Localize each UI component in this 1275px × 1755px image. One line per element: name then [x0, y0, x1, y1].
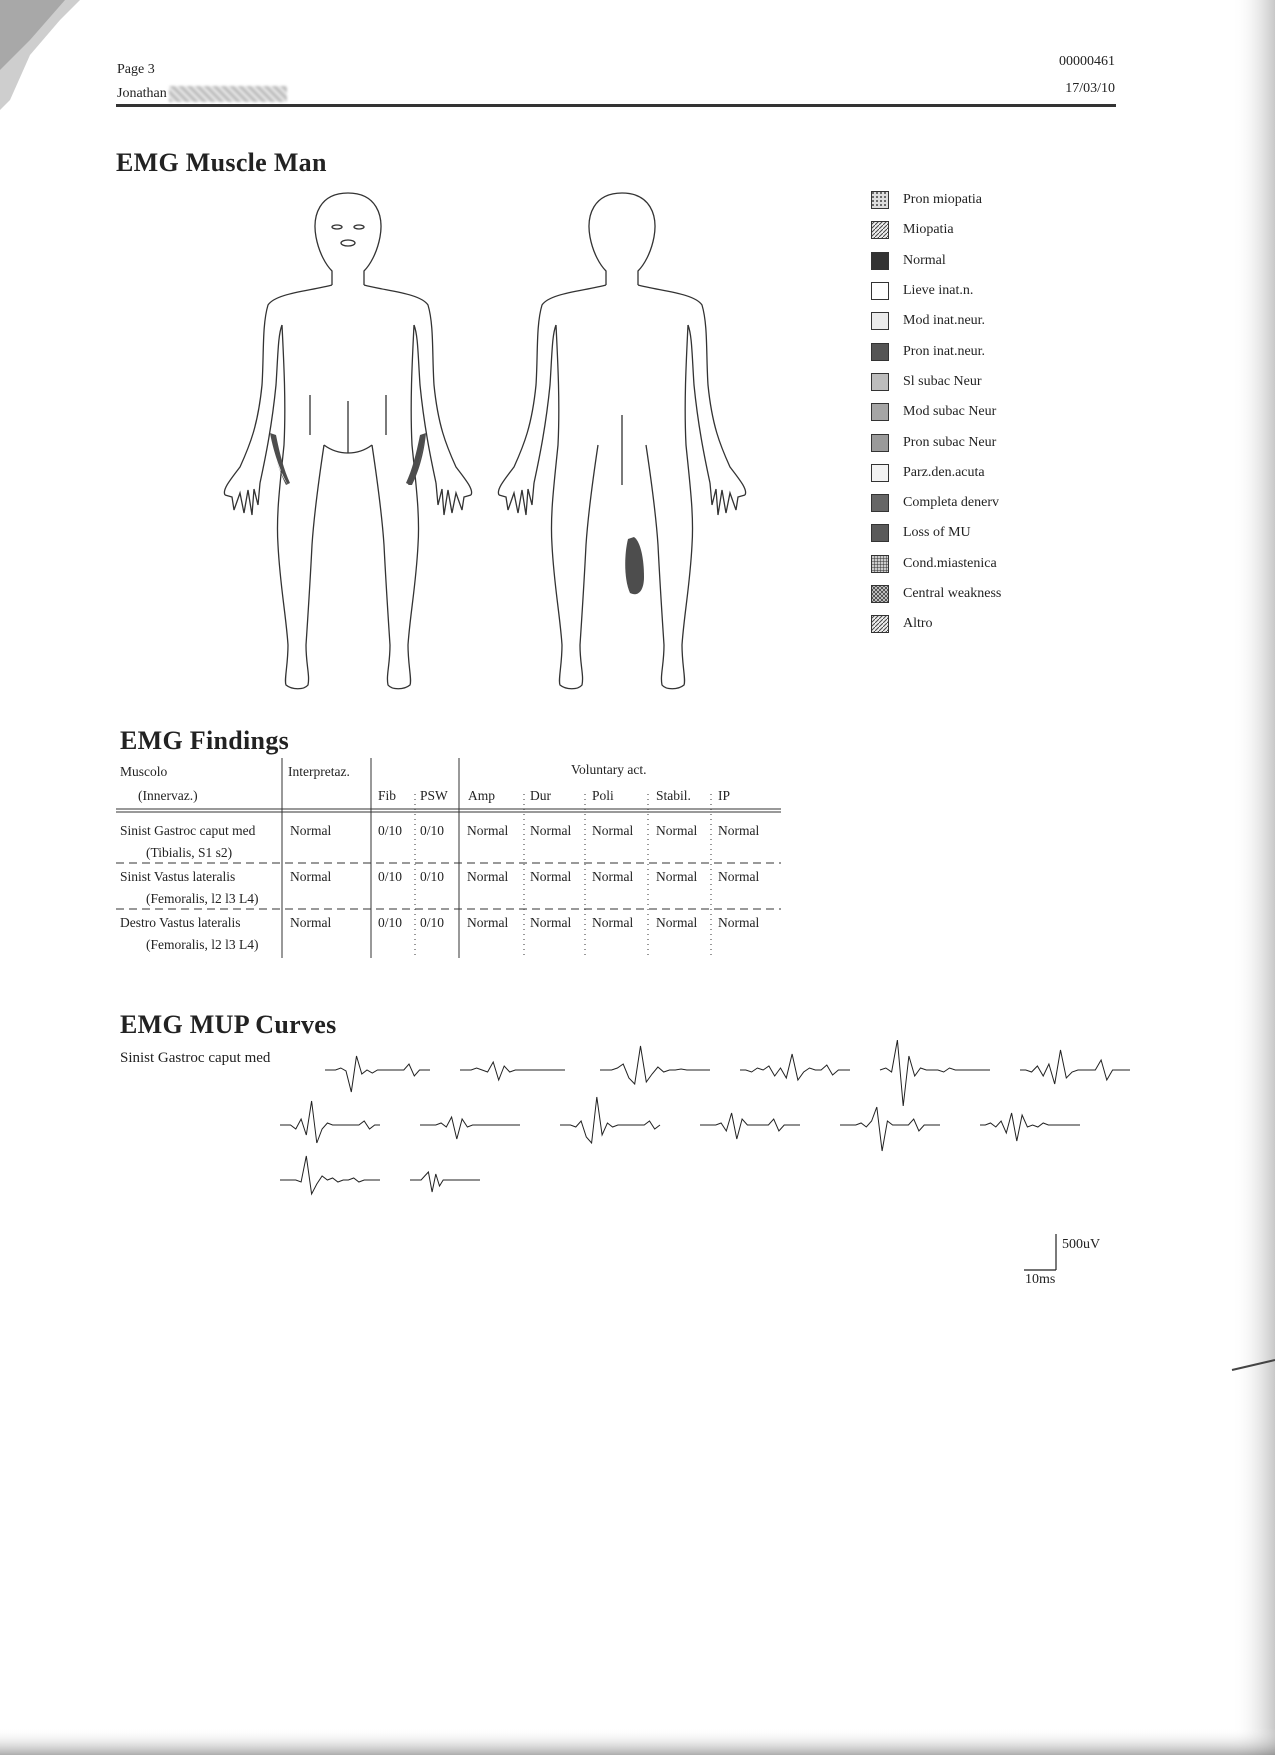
legend-item — [871, 458, 1001, 488]
legend-label: Pron miopatia — [903, 192, 982, 208]
row-interp: Normal — [290, 869, 332, 884]
legend-swatch — [871, 221, 889, 239]
legend-label: Loss of MU — [903, 525, 971, 541]
back-gastroc-highlight — [625, 537, 644, 594]
legend-item — [871, 397, 1001, 427]
cell-amp: Normal — [467, 915, 509, 930]
cell-stabil: Normal — [656, 823, 698, 838]
mup-trace — [280, 1101, 380, 1143]
legend-swatch — [871, 464, 889, 482]
col-voluntary: Voluntary act. — [571, 762, 647, 777]
legend-label: Central weakness — [903, 586, 1002, 601]
scale-amplitude: 500uV — [1062, 1237, 1101, 1252]
cell-psw: 0/10 — [420, 915, 445, 930]
legend-swatch — [871, 252, 889, 270]
redacted-surname — [169, 86, 287, 102]
legend-label: Sl subac Neur — [903, 373, 982, 389]
legend-item — [871, 306, 1001, 336]
legend-item — [871, 579, 1001, 609]
row-muscle: Destro Vastus lateralis — [120, 915, 241, 930]
cell-fib: 0/10 — [378, 823, 403, 838]
row-nerve: (Femoralis, l2 l3 L4) — [146, 891, 259, 906]
cell-dur: Normal — [530, 869, 572, 884]
mup-trace — [840, 1107, 940, 1151]
record-id: 00000461 — [1059, 54, 1115, 69]
legend-item — [871, 246, 1001, 276]
legend-swatch — [871, 312, 889, 330]
row-interp: Normal — [290, 823, 332, 838]
patient-name: Jonathan — [117, 86, 167, 101]
legend-item — [871, 215, 1001, 245]
row-interp: Normal — [290, 915, 332, 930]
report-date: 17/03/10 — [1065, 81, 1115, 96]
page-header-right — [1059, 48, 1115, 102]
mup-trace — [880, 1040, 990, 1106]
page-number: Page 3 — [117, 62, 155, 77]
legend-label: Lieve inat.n. — [903, 283, 974, 299]
legend-item — [871, 549, 1001, 579]
cell-poli: Normal — [592, 915, 634, 930]
legend-swatch — [871, 434, 889, 452]
legend-item — [871, 609, 1001, 639]
cell-poli: Normal — [592, 869, 634, 884]
row-nerve: (Femoralis, l2 l3 L4) — [146, 937, 259, 952]
body-front — [224, 193, 471, 689]
legend-item — [871, 518, 1001, 548]
legend-label: Altro — [903, 616, 933, 632]
row-muscle: Sinist Gastroc caput med — [120, 823, 256, 838]
row-muscle: Sinist Vastus lateralis — [120, 869, 236, 884]
legend-swatch — [871, 524, 889, 542]
mup-trace — [410, 1172, 480, 1192]
cell-psw: 0/10 — [420, 869, 445, 884]
findings-table — [116, 758, 786, 958]
cell-psw: 0/10 — [420, 823, 445, 838]
table-row — [120, 915, 759, 952]
mup-trace — [980, 1113, 1080, 1141]
legend-swatch — [871, 555, 889, 573]
mup-trace — [700, 1113, 800, 1139]
mup-trace — [1020, 1050, 1130, 1084]
legend-label: Parz.den.acuta — [903, 464, 985, 480]
mup-muscle-label: Sinist Gastroc caput med — [120, 1050, 271, 1066]
cell-ip: Normal — [718, 869, 760, 884]
legend-item — [871, 367, 1001, 397]
col-innervation: (Innervaz.) — [138, 788, 198, 803]
row-nerve: (Tibialis, S1 s2) — [146, 845, 233, 860]
legend-swatch — [871, 343, 889, 361]
cell-ip: Normal — [718, 823, 760, 838]
legend-label: Mod inat.neur. — [903, 313, 986, 329]
body-back — [498, 193, 745, 689]
legend-item — [871, 276, 1001, 306]
col-poli: Poli — [592, 788, 614, 803]
legend-label: Cond.miastenica — [903, 555, 997, 571]
cell-dur: Normal — [530, 823, 572, 838]
col-stabil: Stabil. — [656, 788, 691, 803]
mup-trace — [560, 1097, 660, 1143]
mup-trace — [460, 1062, 565, 1080]
legend-label: Pron subac Neur — [903, 434, 997, 450]
table-row — [120, 823, 759, 860]
section-title-mup: EMG MUP Curves — [120, 1010, 337, 1039]
front-right-vastus-highlight — [406, 433, 426, 485]
legend-swatch — [871, 403, 889, 421]
legend-swatch — [871, 585, 889, 603]
legend-item — [871, 427, 1001, 457]
section-title-muscle-man: EMG Muscle Man — [116, 148, 327, 177]
cell-amp: Normal — [467, 869, 509, 884]
col-ip: IP — [718, 788, 731, 803]
mup-trace — [600, 1046, 710, 1084]
cell-stabil: Normal — [656, 915, 698, 930]
legend-label: Normal — [903, 252, 946, 268]
legend — [871, 185, 1001, 639]
legend-label: Pron inat.neur. — [903, 343, 986, 359]
mup-trace — [420, 1117, 520, 1139]
legend-swatch — [871, 615, 889, 633]
front-left-vastus-highlight — [270, 433, 290, 485]
col-muscle: Muscolo — [120, 764, 168, 779]
patient-name-row — [117, 82, 287, 106]
scale-time: 10ms — [1025, 1272, 1056, 1287]
mup-trace — [740, 1054, 850, 1080]
cell-fib: 0/10 — [378, 915, 403, 930]
scale-bar — [1020, 1232, 1060, 1277]
header-divider — [116, 104, 1116, 107]
table-row — [120, 869, 759, 906]
cell-fib: 0/10 — [378, 869, 403, 884]
col-fib: Fib — [378, 788, 397, 803]
cell-dur: Normal — [530, 915, 572, 930]
cell-amp: Normal — [467, 823, 509, 838]
legend-label: Mod subac Neur — [903, 404, 997, 420]
legend-item — [871, 185, 1001, 215]
legend-label: Miopatia — [903, 222, 954, 238]
page-header-left — [117, 58, 287, 106]
mup-trace — [325, 1056, 430, 1092]
legend-swatch — [871, 494, 889, 512]
cell-poli: Normal — [592, 823, 634, 838]
col-psw: PSW — [420, 788, 448, 803]
mup-trace — [280, 1156, 380, 1194]
legend-item — [871, 336, 1001, 366]
body-diagram — [200, 185, 800, 695]
col-amp: Amp — [468, 788, 495, 803]
col-dur: Dur — [530, 788, 551, 803]
legend-item — [871, 488, 1001, 518]
legend-label: Completa denerv — [903, 495, 1000, 511]
legend-swatch — [871, 282, 889, 300]
cell-stabil: Normal — [656, 869, 698, 884]
legend-swatch — [871, 373, 889, 391]
mup-waveforms — [260, 1040, 1140, 1210]
cell-ip: Normal — [718, 915, 760, 930]
section-title-findings: EMG Findings — [120, 726, 290, 755]
legend-swatch — [871, 191, 889, 209]
col-interpretation: Interpretaz. — [288, 764, 350, 779]
